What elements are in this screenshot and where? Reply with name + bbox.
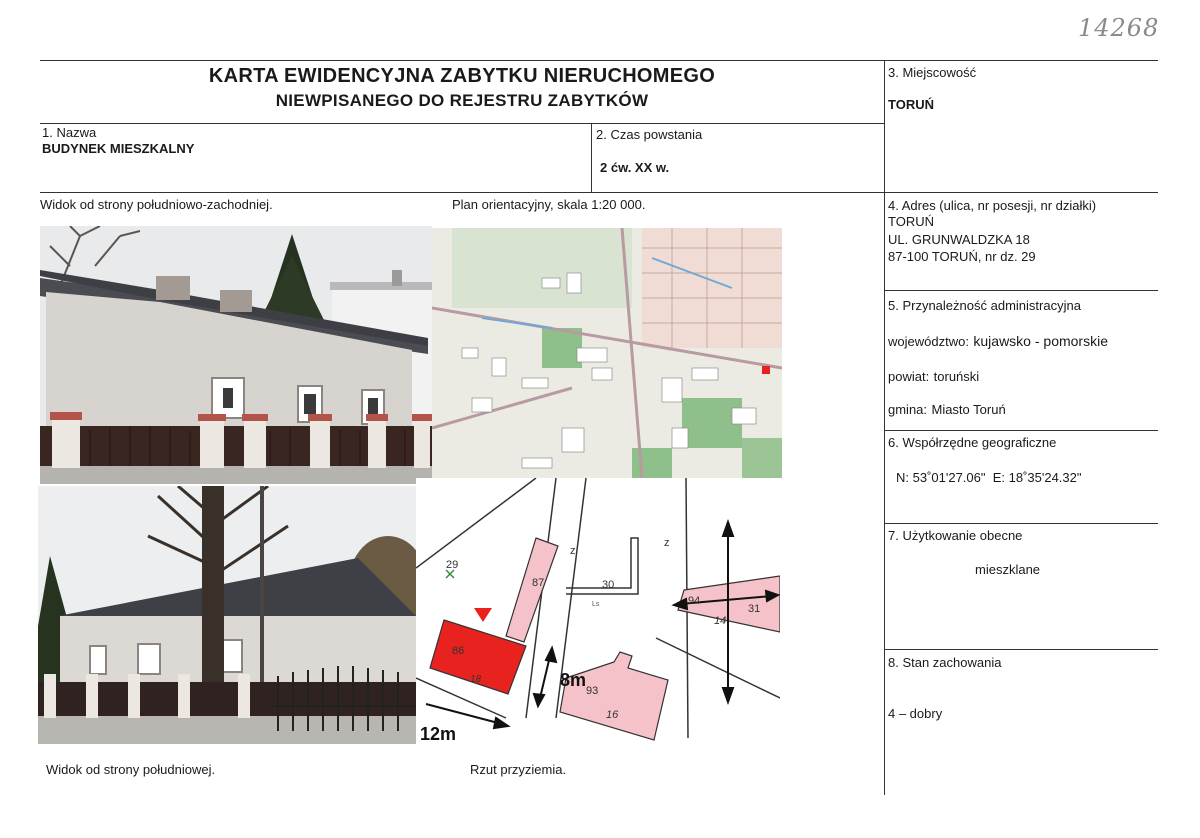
document-number: 14268 (1078, 14, 1160, 42)
usage-label: 7. Użytkowanie obecne (888, 528, 1023, 543)
card-subtitle: NIEWPISANEGO DO REJESTRU ZABYTKÓW (275, 91, 649, 110)
address-line-2: UL. GRUNWALDZKA 18 (888, 232, 1030, 247)
voivodeship-label: województwo: (888, 334, 969, 349)
orientation-map (432, 228, 782, 478)
voivodeship-value: kujawsko - pomorskie (973, 333, 1108, 349)
caption-view-s: Widok od strony południowej. (46, 762, 216, 777)
county-label: powiat: (888, 369, 930, 384)
caption-view-sw: Widok od strony południowo-zachodniej. (40, 197, 273, 212)
label-scale-8m: 8m (560, 670, 587, 690)
commune-label: gmina: (888, 402, 928, 417)
usage-value: mieszklane (975, 562, 1041, 577)
label-bldg-18: 18 (470, 674, 482, 685)
label-bldg-86: 86 (452, 645, 465, 657)
label-bldg-94: 94 (688, 595, 701, 607)
right-column-border (884, 60, 885, 795)
divider-usage (884, 649, 1158, 650)
voivodeship-row (888, 333, 1108, 351)
county-row (888, 368, 979, 386)
ground-plan (416, 478, 780, 746)
caption-ground-plan: Rzut przyziemia. (470, 762, 567, 777)
address-label: 4. Adres (ulica, nr posesji, nr działki) (888, 198, 1097, 213)
date-value: 2 ćw. XX w. (600, 160, 670, 175)
photo-southwest-view (40, 226, 432, 484)
address-line-1: TORUŃ (888, 214, 934, 229)
admin-label: 5. Przynależność administracyjna (888, 298, 1081, 313)
coords-label: 6. Współrzędne geograficzne (888, 435, 1057, 450)
condition-value: 4 – dobry (888, 706, 943, 721)
card-title: KARTA EWIDENCYJNA ZABYTKU NIERUCHOMEGO (208, 65, 716, 87)
label-z-2: z (664, 537, 670, 549)
coords-value: N: 53˚01'27.06" E: 18˚35'24.32" (896, 470, 1082, 485)
locality-label: 3. Miejscowość (888, 65, 977, 80)
name-value: BUDYNEK MIESZKALNY (42, 141, 195, 156)
address-line-3: 87-100 TORUŃ, nr dz. 29 (888, 249, 1036, 264)
divider-coords (884, 523, 1158, 524)
label-z-1: z (570, 545, 576, 557)
divider-admin (884, 430, 1158, 431)
label-ls: Ls (592, 601, 600, 608)
divider-name (40, 192, 1158, 193)
divider-address (884, 290, 1158, 291)
locality-value: TORUŃ (888, 97, 934, 112)
caption-plan: Plan orientacyjny, skala 1:20 000. (452, 197, 646, 212)
label-parcel-30: 30 (602, 579, 615, 591)
label-bldg-93: 93 (586, 685, 599, 697)
label-bldg-87: 87 (532, 577, 545, 589)
commune-row (888, 401, 1006, 419)
label-bldg-31: 31 (748, 603, 761, 615)
label-scale-12m: 12m (420, 724, 457, 744)
condition-label: 8. Stan zachowania (888, 655, 1002, 670)
top-border (40, 60, 1158, 61)
date-label: 2. Czas powstania (596, 127, 703, 142)
county-value: toruński (933, 369, 980, 384)
photo-south-view (38, 486, 416, 744)
divider-title (40, 123, 884, 124)
divider-date (591, 123, 592, 192)
label-bldg-16: 16 (606, 709, 619, 721)
commune-value: Miasto Toruń (931, 402, 1006, 417)
name-label: 1. Nazwa (42, 125, 97, 140)
label-parcel-29: 29 (446, 559, 459, 571)
label-bldg-14: 14 (714, 615, 727, 627)
